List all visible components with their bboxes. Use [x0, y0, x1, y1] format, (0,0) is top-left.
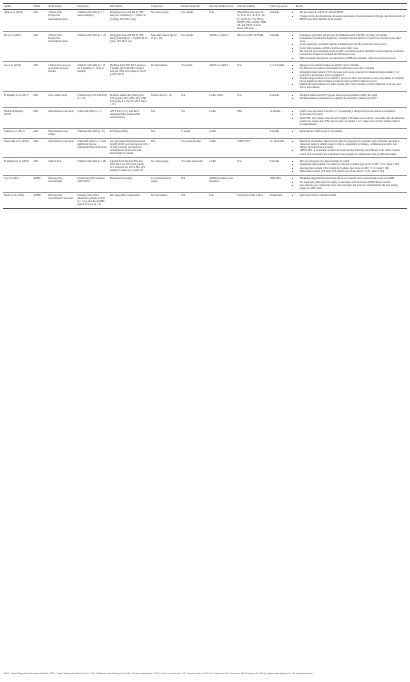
column-header: Ketosis measured? — [180, 4, 208, 10]
table-cell: Lee et al. (2018) — [3, 62, 32, 92]
table-cell: ASD — [32, 108, 47, 128]
table-cell: Yes, serum — [180, 62, 208, 92]
table-cell: CARS — [208, 128, 236, 138]
result-item: • Nominal improvement in total ADOS-2 and social affect sub-domain scores in 10 patients at 6 months but no significant improvement in restricted and repetitive behaviour scores — [300, 77, 405, 83]
table-row — [3, 192, 407, 208]
table-cell: ASD — [32, 138, 47, 158]
table-cell — [295, 108, 407, 128]
table-cell — [236, 128, 268, 138]
table-cell: Low glycaemic index hypotension (LGIT) 40-60 g per day (approx 10% of daily calories) and restricted carbohydrates from foods with known high GI content — [109, 138, 150, 158]
column-header: Outcome (Behavioural) — [208, 4, 236, 10]
table-cell: ASD — [32, 92, 47, 108]
table-cell: Clinical Trial, Prospective interventional pilot — [47, 32, 76, 62]
table-row — [3, 32, 407, 62]
table-cell: ASD — [32, 62, 47, 92]
table-cell: Mu et al. (2020) — [3, 32, 32, 62]
result-item: • Substantial improvement (>30% decrease total score) observed in 6 moderate improvement (>1-2 points) in 2 participants, and worsening in 1 — [300, 71, 405, 77]
table-cell: 3, 5, 6 months — [269, 62, 295, 92]
result-item: • KD restored lower selenium levels in ASD; correlation analysis identified a novel negative correlation between the changes in selenium and behaviour scores — [300, 50, 405, 56]
results-table — [3, 3, 407, 209]
table-cell: No control group — [150, 10, 180, 32]
result-item: • Modified Atkins scored better in cognitive & sociability compared to GFCF — [300, 97, 405, 100]
results-list — [296, 194, 405, 197]
result-item: • Glutathione concentration negatively correlated with the ADOS-2 overall score and the social affect score — [300, 37, 405, 43]
table-cell: Children with ASD (n = 15 for 3 months, n = 10 for 6 months) — [76, 62, 108, 92]
column-header: Author — [3, 4, 32, 10]
column-header: Outcome (Other) — [236, 4, 268, 10]
result-item: • Acitic negatively correlated with the communication and the social interaction scores — [300, 43, 405, 46]
table-cell: Yi et al. (2021) — [3, 175, 32, 192]
column-header: Follow-up period — [269, 4, 295, 10]
table-cell: ASD — [32, 32, 47, 62]
results-list — [296, 64, 405, 90]
table-cell: Evangeliou et al. (2003) — [3, 158, 32, 175]
result-item: • Improved core autism features on ADOS-2 after 3 months — [300, 64, 405, 67]
table-cell: Clinical trial, pre-post, open-label observer-blinded — [47, 62, 76, 92]
column-header: Theme — [32, 4, 47, 10]
table-cell: 6 months — [269, 128, 295, 138]
table-cell: Interventional case studies — [47, 128, 76, 138]
results-list — [296, 160, 405, 173]
table-cell: KD (gluten free with MCT) (300 tests) for 4 months (n = 7 (Ratio 3:1 (1-2g/kg, 20% MCT oil)) — [109, 10, 150, 32]
result-item: • No difference in restricted and repetitive behaviour scores after 3 months — [300, 67, 405, 70]
table-cell: ASD — [32, 10, 47, 32]
table-row — [3, 128, 407, 138]
result-item: • CARS score decreased from 49 to 17, representing a change from severe autism to nonautistic — [300, 110, 405, 113]
table-cell: Yes, urine and serum — [180, 158, 208, 175]
result-item: • Initial EEG after seizure onset showed lengthy 5 Hz spike-wave activity; 14 months after the initiation, patient was seizure-free, EEG showed only occasional 1-1.5 s spike-wave activity without clinical accompaniments — [300, 117, 405, 126]
table-cell: N/A — [208, 192, 236, 208]
table-cell: Zarnowska et al. (2018) — [3, 138, 32, 158]
table-cell: N/A — [150, 108, 180, 128]
result-item: • Significant improvement (>12 units) recorded in 2 patients (pre-Scale: 35.90 ± 1.31 / mean ± SD) — [300, 163, 405, 166]
table-cell: Children with ASD (n = 6) — [76, 128, 108, 138]
table-cell: ASD — [32, 128, 47, 138]
result-item: • Average improvement (>8-12 units) in 8 patients (pre-Scale: 41.98 ± 3.74 / mean ± SD) — [300, 167, 405, 170]
result-item: • Minor improvement (2-8 units) in 8 patients (pre-Scale: 49.25 ± 2.76 / mean ± SD) — [300, 170, 405, 173]
table-cell: N/A — [236, 92, 268, 108]
table-cell: Child with ASD (n = 1) and significant glucose hypometabolism in the brain — [76, 138, 108, 158]
table-cell: Retrospective observational case series — [47, 192, 76, 208]
table-cell: Child with ASD (n = 1) — [76, 108, 108, 128]
result-item: • 48% of participants saw improvements in CARS — [300, 160, 405, 163]
column-header: Results — [295, 4, 407, 10]
table-row — [3, 138, 407, 158]
table-cell — [295, 32, 407, 62]
table-cell — [295, 62, 407, 92]
table-cell: El-Rashidy et al. (2017) — [3, 92, 32, 108]
table-cell — [295, 128, 407, 138]
table-row — [3, 108, 407, 128]
table-cell: Modified Atkins diet (MAD) (net 10% protein, 10% CHO, 20% CHO 8-10 g/day, n = 15) (15 GFCF diet n = 15) — [109, 92, 150, 108]
table-row — [3, 10, 407, 32]
table-cell: 6 months — [269, 92, 295, 108]
table-row — [3, 62, 407, 92]
table-cell: Case-control study — [47, 92, 76, 108]
table-cell: Non-ASD control aged 2-11 (n = 10) — [150, 32, 180, 62]
column-header: Comparator — [150, 4, 180, 10]
table-cell: Yes — [180, 108, 208, 128]
result-item: • Fat, especially plant-based fat supply is associated with decreased ADHD disease burden — [300, 181, 405, 184]
results-list — [296, 110, 405, 126]
table-cell: Spilioti et al. (2013) — [3, 128, 32, 138]
table-cell: Y, serum — [180, 128, 208, 138]
result-item: • Behaviour and intellect improved (in regard to hyperactivity, attention span, abnormal reactions to visual and auditory stimuli, range of effects, adaptability to changes, communication skills, fear, anxiety and emotional reactions) — [300, 140, 405, 149]
table-footnote: ADOS, Autism Diagnostic Observation Schedule; ATEC, Autism Treatment Evaluation Test; CARS, Childhood Autism Rating Scale; EEG, Electroencephalogram; GFCF, Gluten free casein free; GI, Glycaemic index; LGIT, Low Glycaemic Index Treatment; KD, Ketogenic diet; MCT, medium-chain triglyceride; SD, standard deviation. — [3, 673, 314, 675]
table-cell: 6 months — [269, 158, 295, 175]
table-cell: ADHD — [32, 175, 47, 192]
table-cell: 12, 16 months — [269, 138, 295, 158]
table-cell: CARS — [208, 158, 236, 175]
table-cell: KD (gluten free with MCT) (300 tests) (3 months) (n = 15) (KD 20-25 g/day, 20% MCT oil) — [109, 32, 150, 62]
table-cell: 1990-2018 — [269, 175, 295, 192]
table-cell: N/A — [236, 62, 268, 92]
table-cell: Herbert & Buckley (2013) — [3, 108, 32, 128]
table-cell: Children with ASD (n = 15) — [76, 32, 108, 62]
table-cell: 18FDG PET — [236, 138, 268, 158]
column-header: Study design — [47, 4, 76, 10]
table-cell: N/A — [208, 10, 236, 32]
table-cell: Children aged 3-8 with ASD (n = 45) — [76, 92, 108, 108]
table-cell — [295, 138, 407, 158]
table-cell — [236, 175, 268, 192]
table-cell: CARS — [208, 108, 236, 128]
table-cell — [295, 192, 407, 208]
table-cell: N/A — [180, 175, 208, 192]
result-item: • Significant improvements in CARS-2 items after 3 and 6 months of KD in initiation, body use, and fear or nervousness — [300, 83, 405, 89]
table-cell — [295, 158, 407, 175]
table-cell: Children with ASD (n = 7 mixed samples) — [76, 10, 108, 32]
table-cell: ASD — [32, 158, 47, 175]
result-item: • Associations were conserved across sexes and ages and were not confounded by the total energy supply or GDP/capita — [300, 184, 405, 190]
result-item: • Changes in the gut microbiome, increased expression of butyrate kinase in the gut, and altered levels of BDNF-associated miRNAs in the plasma — [300, 15, 405, 21]
result-item: • Eyelid myoclonia controlled on KD — [300, 194, 405, 197]
table-cell: CARS — [208, 138, 236, 158]
table-cell: Yes, plasma — [180, 32, 208, 62]
table-row — [3, 175, 407, 192]
table-cell: Interventional case study — [47, 108, 76, 128]
table-cell: EEG — [236, 108, 268, 128]
table-cell: Pereira et al. (2022) — [3, 192, 32, 208]
table-cell: N/A — [150, 138, 180, 158]
table-cell: Allan et al. (2024) — [3, 10, 32, 32]
table-cell — [295, 92, 407, 108]
results-list — [296, 177, 405, 190]
table-row — [3, 92, 407, 108]
table-cell: Interventional case study — [47, 138, 76, 158]
table-cell: Clinical trial — [47, 158, 76, 175]
table-cell: Pre intervention — [150, 192, 180, 208]
table-cell: Yes, serum & urine — [180, 138, 208, 158]
table-cell: N/A — [236, 158, 268, 175]
results-list — [296, 34, 405, 60]
table-cell: 4 months — [269, 10, 295, 32]
results-list — [296, 94, 405, 100]
table-cell: KD, unspecified composition — [109, 192, 150, 208]
table-cell: Plant-based fat supply — [109, 175, 150, 192]
result-item: • Modelling suggested the interactive effects of economic and socioeconomic status on ADHD — [300, 177, 405, 180]
table-cell: ADHD — [32, 192, 47, 208]
table-cell: Epilepsy with verbal intolerance patients on KD (n = 5) or enriched ADHD aged 3-18 years (n = 2) — [76, 192, 108, 208]
result-item: • Modified Atkins and GFCF groups showed improvement in ATEC & CARS — [300, 94, 405, 97]
result-item: • IQ increased 70 points — [300, 113, 405, 116]
result-item: • Social improvements, ADOS-2 and the social affect score — [300, 47, 405, 50]
results-list — [296, 130, 405, 133]
table-cell: No control group — [150, 158, 180, 175]
table-cell: Normal diet (n = 15) — [150, 92, 180, 108]
table-row — [3, 158, 407, 175]
results-list — [296, 140, 405, 156]
results-list — [296, 11, 405, 20]
result-item: • 18FDG-PET at 12 months revealed decreased uptake markedly and diffusely in the whole cerebral cortex with a relatively low reduction in basal ganglia in comparison to the pre-KD assessment — [300, 149, 405, 155]
table-cell: N/A — [180, 92, 208, 108]
table-cell: Pre intervention — [150, 62, 180, 92]
result-item: • KD decreased IL-12p70, IL-1B and BDNF — [300, 11, 405, 14]
table-cell — [295, 175, 407, 192]
table-cell: N/A — [150, 128, 180, 138]
table-cell: 14 months — [269, 108, 295, 128]
table-cell — [295, 10, 407, 32]
table-cell: Low plant-based fat supply — [150, 175, 180, 192]
table-cell: ADOS-2, CARS-2 — [208, 32, 236, 62]
table-cell: Global data (150 countries, 1990-2018) — [76, 175, 108, 192]
table-cell: ADOS-2, CARS-2 — [208, 62, 236, 92]
table-cell: ADHD prevalence and incidence — [208, 175, 236, 192]
table-cell: KD (unspecified) — [109, 128, 150, 138]
table-cell: 4 month KD John Radcliffe diet (30% MCT oil, 30% fresh cream, 11% saturated fat, 19% CHO, 10% protein) 4 weeks on, 2 weeks off — [109, 158, 150, 175]
result-item: • Glutamate, galactonic and glycerol discriminated ASD with 80% accuracy at baseline — [300, 34, 405, 37]
table-cell: Unspecified — [269, 192, 295, 208]
column-header: Intervention — [109, 4, 150, 10]
result-item: • Reduction in CARS scores for all patients — [300, 130, 405, 133]
column-header: Population — [76, 4, 108, 10]
table-cell: Retrospective observational — [47, 175, 76, 192]
table-cell: Blood GC-MS, SD NMR, — [236, 32, 268, 62]
table-cell: Yes, plasma — [180, 10, 208, 32]
table-cell: 3 months — [269, 32, 295, 62]
table-cell: RNA/DNA from stool, IL-1b, IL-6, IL-1, IL-8, IL-10, IL-12p70, IL-17A, IFN-g, BDNF, TNF-a, PDGF, HDP-1B, and VEGF-A from blood, KB assay — [236, 10, 268, 32]
result-item: • High responders had greater concentrations of BHB and selenium, with lower galactose levels — [300, 57, 405, 60]
table-body — [3, 10, 407, 209]
table-cell: GFCF diet (1.5:1) with MCT supplementation (unspecified concentration) — [109, 108, 150, 128]
table-cell: Children with ASD (n = 30) — [76, 158, 108, 175]
table-cell: Eyelid myoclonia control — [236, 192, 268, 208]
table-cell: N/A — [180, 192, 208, 208]
table-cell: Clinical Trial, Prospective interventional pilot — [47, 10, 76, 32]
table-cell: Modified KD (GFD MCT protocol, 3 months (KD with MCT formed total net CHO daily intake to 30-25 g, 20% MCT) — [109, 62, 150, 92]
table-cell: CARS, ATEC — [208, 92, 236, 108]
